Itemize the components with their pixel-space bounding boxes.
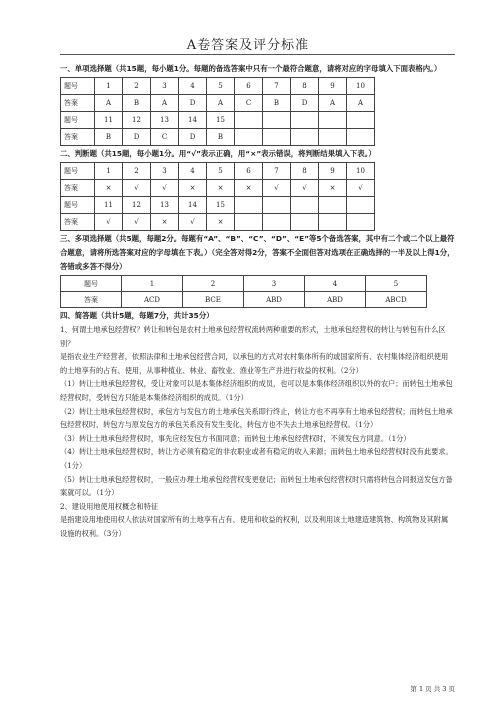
- page-title: A卷答案及评分标准: [186, 38, 310, 53]
- table-cell: [235, 112, 263, 129]
- table-cell: 15: [207, 197, 235, 214]
- answer-paragraph: （1）转让土地承包经营权，受让对象可以是本集体经济组织的成员，也可以是本集体经济组织以外的农户；而转包土地承包经营权时，受转包方只能是本集体经济组织的成员。（1分）: [60, 379, 453, 402]
- table-cell: 4: [179, 78, 207, 95]
- table-row: [61, 180, 375, 197]
- table-cell: 3: [151, 163, 179, 180]
- table-cell: 8: [291, 163, 319, 180]
- table-cell: 12: [123, 197, 151, 214]
- table-row: [61, 78, 375, 95]
- table-cell: D: [123, 129, 151, 146]
- table-cell: 11: [95, 197, 123, 214]
- table-cell: 7: [263, 78, 291, 95]
- table-cell: B: [263, 95, 291, 112]
- table-cell: B: [123, 95, 151, 112]
- table-cell: ×: [179, 180, 207, 197]
- table-cell: A: [95, 95, 123, 112]
- section2-answer-table: [60, 162, 375, 231]
- question-text: 2、建设用地使用权概念和特征: [60, 501, 159, 511]
- row-label: 题号: [61, 163, 95, 180]
- answer-paragraph: （2）转让土地承包经营权时，承包方与发包方的土地承包关系即行终止，转让方也不再享有土地承包经营权；而转包土地承包经营权时，转包方与原发包方的承包关系没有发生变化，转包方也不失去土地承包经营权。（1分）: [60, 406, 453, 430]
- table-cell: [319, 214, 347, 231]
- section3-answer-table: [60, 275, 427, 308]
- table-row: [61, 129, 375, 146]
- table-cell: [235, 197, 263, 214]
- answer-paragraph: （5）转让土地承包经营权时，一般应办理土地承包经营权变更登记；而转包土地承包经营权时只需将转包合同报送发包方备案就可以。（1分）: [60, 474, 453, 498]
- table-cell: ×: [207, 214, 235, 231]
- table-cell: 3: [244, 276, 305, 292]
- table-cell: 1: [95, 163, 123, 180]
- table-cell: [291, 112, 319, 129]
- table-cell: [291, 129, 319, 146]
- table-cell: [347, 214, 375, 231]
- table-cell: √: [123, 214, 151, 231]
- answer-paragraph: 是指建设用地使用权人依法对国家所有的土地享有占有、使用和收益的权利，以及利用该土地建造建筑物、构筑物及其附属设施的权利。（3分）: [60, 515, 449, 538]
- table-cell: [319, 197, 347, 214]
- table-cell: √: [263, 180, 291, 197]
- table-row: [61, 197, 375, 214]
- table-cell: 1: [95, 78, 123, 95]
- section4-heading: 四、简答题（共计5题，每题7分，共计35分）: [60, 311, 214, 320]
- table-cell: ×: [207, 180, 235, 197]
- row-label: 题号: [61, 78, 95, 95]
- table-cell: 14: [179, 112, 207, 129]
- table-cell: A: [207, 95, 235, 112]
- table-cell: B: [207, 129, 235, 146]
- section1-heading: 一、单项选择题（共15题，每小题1分。每题的备选答案中只有一个最符合题意，请将对应的字母填入下面表格内。）: [60, 64, 442, 73]
- table-cell: 2: [123, 78, 151, 95]
- table-cell: 2: [123, 163, 151, 180]
- table-cell: 9: [319, 78, 347, 95]
- table-cell: 5: [207, 163, 235, 180]
- table-cell: [347, 112, 375, 129]
- table-cell: 10: [347, 163, 375, 180]
- table-cell: 13: [151, 197, 179, 214]
- table-row: [61, 214, 375, 231]
- table-cell: ×: [151, 214, 179, 231]
- table-row: [61, 112, 375, 129]
- table-cell: 4: [179, 163, 207, 180]
- table-cell: [319, 129, 347, 146]
- table-row: [61, 292, 427, 308]
- question-text: 1、何谓土地承包经营权？转让和转包是农村土地承包经营权流转两种重要的形式，土地承包经营权的转让与转包有什么区别？: [60, 325, 446, 348]
- answer-paragraph: （4）转让土地承包经营权时，转让方必须有稳定的非农职业或者有稳定的收入来源；而转包土地承包经营权时没有此要求。（1分）: [60, 447, 453, 470]
- table-cell: ×: [95, 180, 123, 197]
- table-cell: [319, 112, 347, 129]
- table-cell: 6: [235, 78, 263, 95]
- table-cell: 8: [291, 78, 319, 95]
- table-cell: A: [319, 95, 347, 112]
- table-row: [61, 95, 375, 112]
- row-label: 答案: [61, 214, 95, 231]
- section2-heading: 二、判断题（共15题，每小题1分。用“√”表示正确，用“×”表示错误，将判断结果填入下表。）: [60, 149, 376, 158]
- table-cell: [291, 197, 319, 214]
- table-cell: √: [291, 180, 319, 197]
- page-number: 第 1 页 共 3 页: [410, 685, 455, 693]
- table-cell: √: [95, 214, 123, 231]
- table-cell: C: [151, 129, 179, 146]
- table-cell: ABCD: [366, 292, 427, 308]
- table-cell: 2: [183, 276, 244, 292]
- answer-paragraph: 是指农业生产经营者，依照法律和土地承包经营合同，以承包的方式对农村集体所有的或国家所有、农村集体经济组织使用的土地享有的占有、使用，从事种植业、林业、畜牧业、渔业等生产并进行收益的权利。（2分）: [60, 352, 449, 375]
- row-label: 答案: [61, 292, 122, 308]
- table-cell: [235, 129, 263, 146]
- table-cell: [263, 214, 291, 231]
- table-cell: [263, 112, 291, 129]
- table-cell: ACD: [122, 292, 183, 308]
- table-cell: 15: [207, 112, 235, 129]
- table-cell: 3: [151, 78, 179, 95]
- title-divider: [60, 54, 455, 55]
- table-cell: A: [347, 95, 375, 112]
- row-label: 题号: [61, 112, 95, 129]
- table-cell: B: [95, 129, 123, 146]
- section3-heading: 三、多项选择题（共5题，每题2分。每题有“A”、“B”、“C”、“D”、“E”等5个备选答案，其中有二个或二个以上最符合题意，请将所选答案对应的字母填在下表。）（完全答对得2分，答案不全面但答对选项在正确选择的一半及以上得1分，答错或多答不得分）: [60, 234, 455, 271]
- table-cell: √: [123, 180, 151, 197]
- table-cell: ×: [319, 180, 347, 197]
- table-cell: D: [291, 95, 319, 112]
- table-cell: 4: [305, 276, 366, 292]
- table-cell: D: [179, 95, 207, 112]
- table-cell: 13: [151, 112, 179, 129]
- table-cell: BCE: [183, 292, 244, 308]
- table-cell: 11: [95, 112, 123, 129]
- row-label: 答案: [61, 180, 95, 197]
- table-cell: 9: [319, 163, 347, 180]
- table-cell: √: [179, 214, 207, 231]
- row-label: 答案: [61, 129, 95, 146]
- table-row: [61, 276, 427, 292]
- table-cell: [347, 129, 375, 146]
- table-row: [61, 163, 375, 180]
- table-cell: [263, 197, 291, 214]
- table-cell: 6: [235, 163, 263, 180]
- table-cell: 1: [122, 276, 183, 292]
- table-cell: [235, 214, 263, 231]
- table-cell: 7: [263, 163, 291, 180]
- table-cell: ABD: [244, 292, 305, 308]
- table-cell: A: [151, 95, 179, 112]
- table-cell: ×: [235, 180, 263, 197]
- table-cell: 14: [179, 197, 207, 214]
- table-cell: [347, 197, 375, 214]
- table-cell: ABD: [305, 292, 366, 308]
- row-label: 题号: [61, 197, 95, 214]
- table-cell: [263, 129, 291, 146]
- table-cell: √: [347, 180, 375, 197]
- table-cell: D: [179, 129, 207, 146]
- table-cell: [291, 214, 319, 231]
- document-body: [60, 62, 455, 541]
- table-cell: C: [235, 95, 263, 112]
- answer-paragraph: （3）转让土地承包经营权时，事先应经发包方书面同意；而转包土地承包经营权时，不须发包方同意。（1分）: [60, 433, 411, 443]
- section1-answer-table: [60, 77, 375, 146]
- row-label: 答案: [61, 95, 95, 112]
- table-cell: 5: [366, 276, 427, 292]
- table-cell: 12: [123, 112, 151, 129]
- table-cell: 5: [207, 78, 235, 95]
- table-cell: 10: [347, 78, 375, 95]
- table-cell: √: [151, 180, 179, 197]
- row-label: 题号: [61, 276, 122, 292]
